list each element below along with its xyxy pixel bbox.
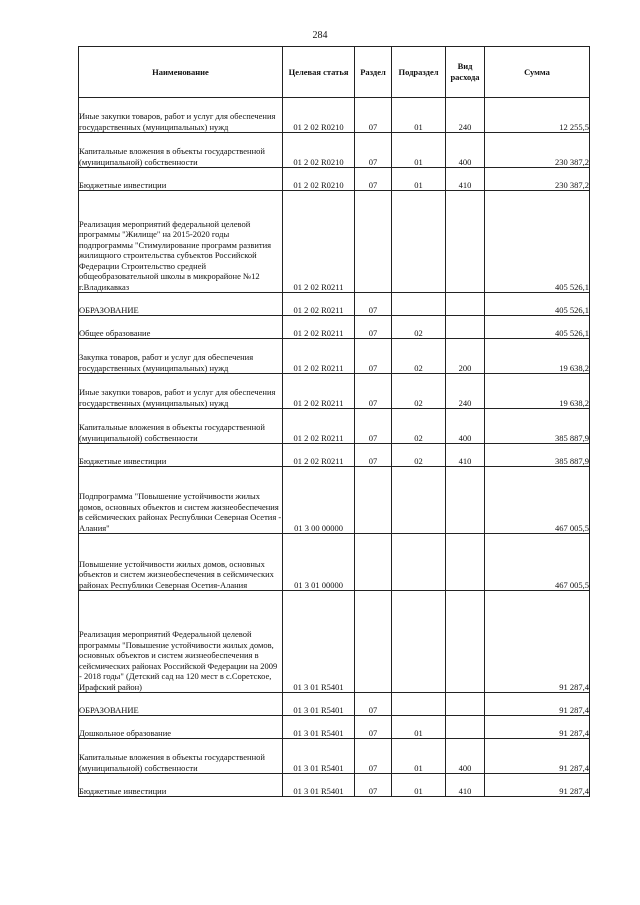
cell-section: 07 [355,774,392,797]
cell-target: 01 3 01 R5401 [283,693,355,716]
cell-sum: 385 887,9 [485,444,590,467]
cell-section: 07 [355,339,392,374]
cell-expense-type: 400 [446,133,485,168]
cell-target: 01 2 02 R0211 [283,316,355,339]
cell-subsection [392,467,446,534]
table-row [79,739,590,774]
cell-name: Повышение устойчивости жилых домов, основных объектов и систем жизнеобеспечения в сейсмических районах Республики Северная Осетия-Алания [79,534,283,591]
cell-target: 01 2 02 R0210 [283,168,355,191]
cell-section [355,534,392,591]
cell-target: 01 3 01 R5401 [283,774,355,797]
cell-target: 01 2 02 R0211 [283,293,355,316]
cell-expense-type: 400 [446,739,485,774]
cell-sum: 91 287,4 [485,716,590,739]
cell-subsection: 01 [392,716,446,739]
cell-subsection: 01 [392,168,446,191]
cell-target: 01 3 01 R5401 [283,716,355,739]
cell-expense-type: 400 [446,409,485,444]
cell-subsection: 01 [392,739,446,774]
cell-sum: 385 887,9 [485,409,590,444]
table-row [79,316,590,339]
cell-subsection: 01 [392,133,446,168]
cell-subsection: 02 [392,374,446,409]
cell-subsection [392,693,446,716]
cell-expense-type: 410 [446,444,485,467]
table-row [79,293,590,316]
cell-subsection: 02 [392,444,446,467]
cell-subsection [392,591,446,693]
table-row [79,168,590,191]
cell-subsection: 01 [392,98,446,133]
cell-section: 07 [355,444,392,467]
cell-name: Реализация мероприятий Федеральной целевой программы "Повышение устойчивости жилых домов, основных объектов и систем жизнеобеспечения в сейсмических районах Российской Федерации на 2009 - 2018 годы" (Детский сад на 120 мест в с.Соретское, Ирафский район) [79,591,283,693]
cell-section: 07 [355,168,392,191]
header-section: Раздел [355,47,392,98]
cell-subsection: 02 [392,339,446,374]
cell-sum: 405 526,1 [485,293,590,316]
cell-expense-type [446,716,485,739]
cell-expense-type: 410 [446,774,485,797]
table-row [79,467,590,534]
cell-section: 07 [355,98,392,133]
cell-sum: 467 005,5 [485,534,590,591]
cell-name: Бюджетные инвестиции [79,774,283,797]
cell-sum: 230 387,2 [485,133,590,168]
table-row [79,534,590,591]
cell-target: 01 3 01 R5401 [283,591,355,693]
cell-expense-type: 410 [446,168,485,191]
cell-expense-type [446,293,485,316]
header-sum: Сумма [485,47,590,98]
table-row [79,409,590,444]
cell-name: Реализация мероприятий федеральной целевой программы "Жилище" на 2015-2020 годы подпрограммы "Стимулирование программ развития жилищного строительства субъектов Российской Федерации Строительство средней общеобразовательной школы в микрорайоне №12 г.Владикавказ [79,191,283,293]
table-row [79,591,590,693]
cell-subsection: 02 [392,316,446,339]
cell-target: 01 2 02 R0210 [283,98,355,133]
table-row [79,774,590,797]
cell-section: 07 [355,133,392,168]
cell-sum: 19 638,2 [485,339,590,374]
cell-name: Общее образование [79,316,283,339]
budget-table [78,46,590,797]
cell-name: ОБРАЗОВАНИЕ [79,293,283,316]
table-row [79,339,590,374]
table-row [79,716,590,739]
header-subsection: Подраздел [392,47,446,98]
header-expense-type: Вид расхода [446,47,485,98]
cell-name: Иные закупки товаров, работ и услуг для обеспечения государственных (муниципальных) нужд [79,98,283,133]
header-target: Целевая статья [283,47,355,98]
cell-section: 07 [355,409,392,444]
cell-subsection [392,191,446,293]
table-header-row [79,47,590,98]
cell-section: 07 [355,293,392,316]
cell-section: 07 [355,316,392,339]
table-row [79,444,590,467]
cell-section: 07 [355,716,392,739]
cell-subsection: 01 [392,774,446,797]
page-number: 284 [312,30,328,41]
cell-expense-type: 240 [446,98,485,133]
cell-name: Капитальные вложения в объекты государственной (муниципальной) собственности [79,133,283,168]
cell-target: 01 2 02 R0211 [283,191,355,293]
cell-subsection [392,293,446,316]
cell-target: 01 2 02 R0211 [283,374,355,409]
cell-subsection [392,534,446,591]
cell-target: 01 2 02 R0211 [283,444,355,467]
cell-name: ОБРАЗОВАНИЕ [79,693,283,716]
cell-sum: 405 526,1 [485,316,590,339]
cell-section: 07 [355,693,392,716]
cell-section [355,191,392,293]
table-row [79,98,590,133]
header-name: Наименование [79,47,283,98]
table-row [79,693,590,716]
cell-name: Бюджетные инвестиции [79,168,283,191]
cell-target: 01 2 02 R0211 [283,339,355,374]
cell-name: Бюджетные инвестиции [79,444,283,467]
cell-name: Дошкольное образование [79,716,283,739]
cell-name: Капитальные вложения в объекты государственной (муниципальной) собственности [79,739,283,774]
cell-section: 07 [355,739,392,774]
cell-target: 01 3 01 00000 [283,534,355,591]
table-row [79,191,590,293]
cell-name: Закупка товаров, работ и услуг для обеспечения государственных (муниципальных) нужд [79,339,283,374]
cell-expense-type: 200 [446,339,485,374]
cell-sum: 91 287,4 [485,693,590,716]
cell-expense-type [446,316,485,339]
cell-expense-type [446,467,485,534]
cell-sum: 91 287,4 [485,739,590,774]
cell-name: Подпрограмма "Повышение устойчивости жилых домов, основных объектов и систем жизнеобеспечения в сейсмических районах Республики Северная Осетия - Алания" [79,467,283,534]
cell-expense-type [446,591,485,693]
table-row [79,374,590,409]
cell-expense-type: 240 [446,374,485,409]
cell-sum: 12 255,5 [485,98,590,133]
table-row [79,133,590,168]
cell-target: 01 3 00 00000 [283,467,355,534]
cell-name: Иные закупки товаров, работ и услуг для обеспечения государственных (муниципальных) нужд [79,374,283,409]
cell-sum: 19 638,2 [485,374,590,409]
cell-sum: 91 287,4 [485,591,590,693]
cell-subsection: 02 [392,409,446,444]
cell-expense-type [446,534,485,591]
cell-section [355,467,392,534]
cell-section [355,591,392,693]
cell-target: 01 2 02 R0211 [283,409,355,444]
cell-sum: 230 387,2 [485,168,590,191]
cell-expense-type [446,191,485,293]
cell-expense-type [446,693,485,716]
cell-sum: 91 287,4 [485,774,590,797]
cell-section: 07 [355,374,392,409]
cell-name: Капитальные вложения в объекты государственной (муниципальной) собственности [79,409,283,444]
cell-sum: 467 005,5 [485,467,590,534]
cell-target: 01 3 01 R5401 [283,739,355,774]
cell-sum: 405 526,1 [485,191,590,293]
cell-target: 01 2 02 R0210 [283,133,355,168]
